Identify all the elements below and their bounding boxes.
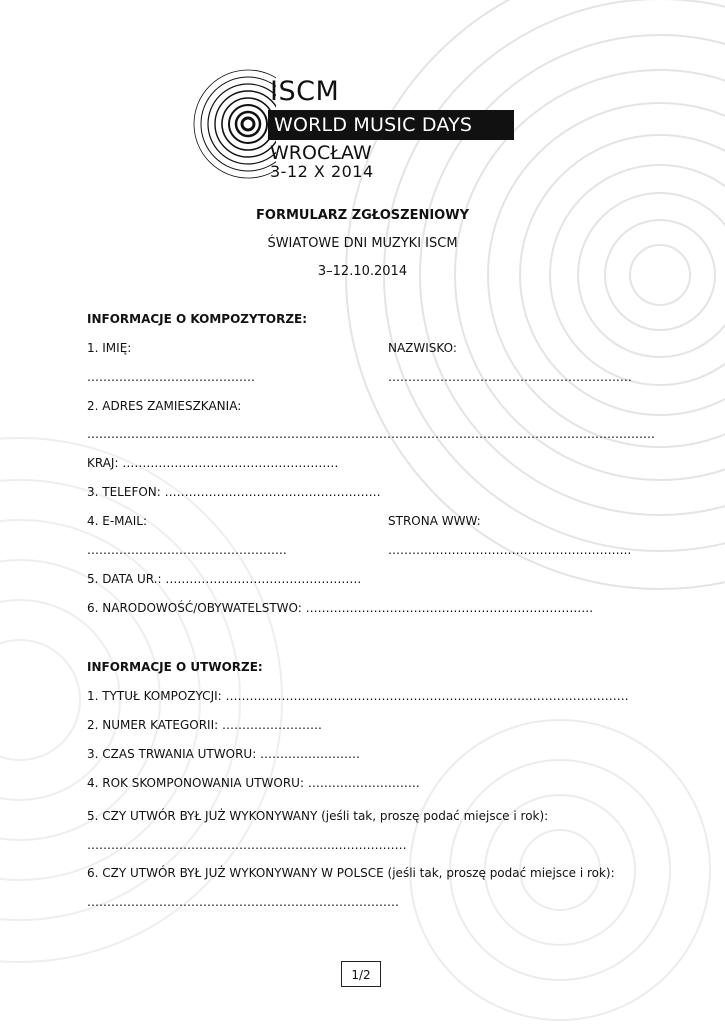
- category-field[interactable]: 2. NUMER KATEGORII: …………………….: [87, 718, 322, 732]
- swirl-logo-icon: [186, 66, 276, 184]
- form-dates: 3–12.10.2014: [317, 264, 408, 279]
- last-name-label: NAZWISKO:: [388, 341, 457, 355]
- performed-field[interactable]: ……………………………………………………..………………: [87, 838, 407, 852]
- logo-world-music-days-text: WORLD MUSIC DAYS: [274, 114, 473, 136]
- website-field[interactable]: ………..…………………………………………..: [388, 543, 632, 557]
- performed-question: 5. CZY UTWÓR BYŁ JUŻ WYKONYWANY (jeśli tak, proszę podać miejsce i rok):: [87, 809, 549, 823]
- form-subtitle: ŚWIATOWE DNI MUZYKI ISCM: [267, 236, 458, 251]
- duration-field[interactable]: 3. CZAS TRWANIA UTWORU: …………………….: [87, 747, 360, 761]
- work-section-heading: INFORMACJE O UTWORZE:: [87, 660, 263, 674]
- first-name-field[interactable]: ……………………………………: [87, 370, 255, 384]
- logo-city-text: WROCŁAW: [270, 142, 372, 164]
- birth-date-field[interactable]: 5. DATA UR.: ………………………………………….: [87, 572, 362, 586]
- country-field[interactable]: KRAJ: ………………………………………………: [87, 456, 339, 470]
- email-field[interactable]: …………………………………………..: [87, 543, 287, 557]
- logo-banner: [268, 110, 514, 140]
- address-field[interactable]: …………………………………………………………………………………………………………………………….: [87, 427, 655, 441]
- page-number: 1/2: [341, 961, 381, 987]
- first-name-label: 1. IMIĘ:: [87, 341, 132, 355]
- performed-poland-field[interactable]: ……………………………………………………………………: [87, 895, 399, 909]
- email-label: 4. E-MAIL:: [87, 514, 148, 528]
- phone-field[interactable]: 3. TELEFON: ………………………………………………: [87, 485, 381, 499]
- composer-section-heading: INFORMACJE O KOMPOZYTORZE:: [87, 312, 308, 326]
- performed-poland-question: 6. CZY UTWÓR BYŁ JUŻ WYKONYWANY W POLSCE (jeśli tak, proszę podać miejsce i rok):: [87, 866, 615, 880]
- last-name-field[interactable]: ………………………………………………….…: [388, 370, 632, 384]
- form-title: FORMULARZ ZGŁOSZENIOWY: [256, 208, 469, 223]
- work-title-field[interactable]: 1. TYTUŁ KOMPOZYCJI: ……………………………………………………………..…..…………………….: [87, 689, 629, 703]
- year-composed-field[interactable]: 4. ROK SKOMPONOWANIA UTWORU: ……………………….: [87, 776, 420, 790]
- nationality-field[interactable]: 6. NARODOWOŚĆ/OBYWATELSTWO: ……………………………….………………………….….: [87, 601, 594, 615]
- iscm-logo: [186, 66, 516, 184]
- website-label: STRONA WWW:: [388, 514, 481, 528]
- address-label: 2. ADRES ZAMIESZKANIA:: [87, 399, 242, 413]
- logo-dates-text: 3-12 X 2014: [270, 162, 374, 181]
- logo-iscm-text: ISCM: [270, 76, 340, 107]
